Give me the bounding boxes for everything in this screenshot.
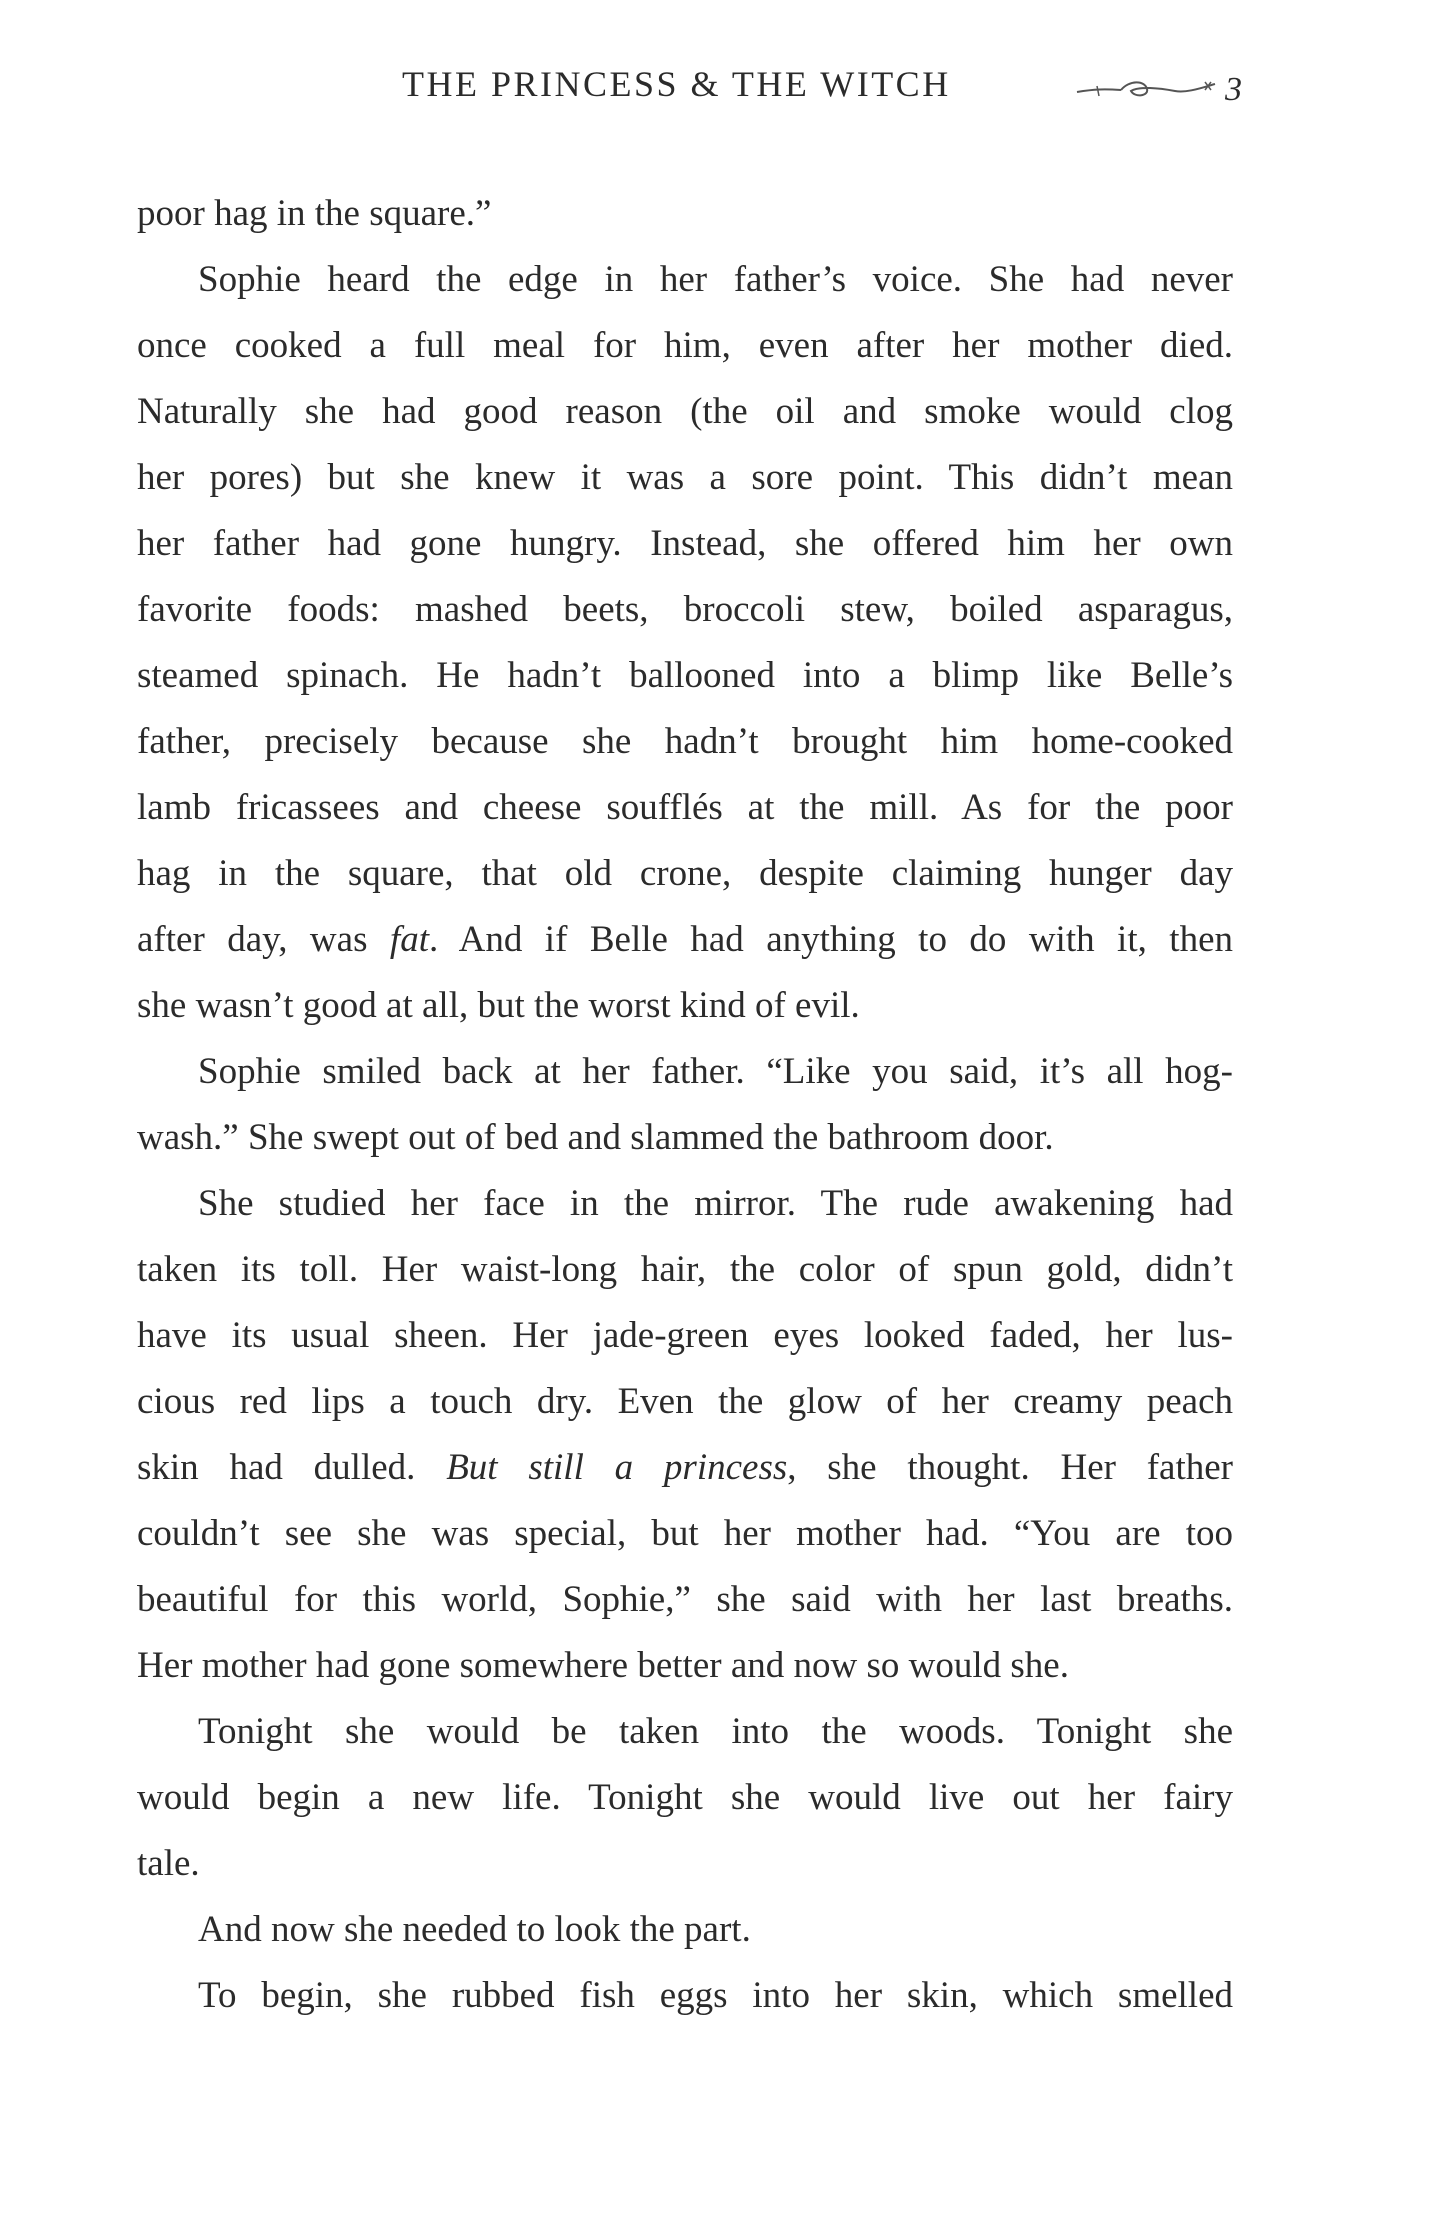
text-line: she wasn’t good at all, but the worst kind of evil. xyxy=(137,985,860,1026)
italic-text-run: But still a princess xyxy=(446,1447,788,1488)
text-run: . And if Belle had anything to do with it, then xyxy=(428,919,1234,960)
text-line: wash.” She swept out of bed and slammed the bathroom door. xyxy=(137,1117,1054,1158)
text-line: favorite foods: mashed beets, broccoli stew, boiled asparagus, xyxy=(137,589,1233,630)
text-line: couldn’t see she was special, but her mother had. “You are too xyxy=(137,1513,1233,1554)
flourish-ornament-icon xyxy=(1075,76,1225,106)
text-line: She studied her face in the mirror. The rude awakening had xyxy=(198,1183,1233,1224)
text-line: her pores) but she knew it was a sore point. This didn’t mean xyxy=(137,457,1233,498)
text-line xyxy=(137,907,1233,973)
text-run: after day, was xyxy=(137,919,390,960)
text-line: And now she needed to look the part. xyxy=(198,1909,751,1950)
text-run: , she thought. Her father xyxy=(787,1447,1233,1488)
text-line: hag in the square, that old crone, despite claiming hunger day xyxy=(137,853,1233,894)
page-number: 3 xyxy=(1225,71,1242,108)
text-line: Naturally she had good reason (the oil and smoke would clog xyxy=(137,391,1233,432)
text-line: poor hag in the square.” xyxy=(137,193,492,234)
text-line: would begin a new life. Tonight she would live out her fairy xyxy=(137,1777,1233,1818)
text-line: Sophie heard the edge in her father’s voice. She had never xyxy=(198,259,1233,300)
text-line: Sophie smiled back at her father. “Like you said, it’s all hog- xyxy=(198,1051,1233,1092)
text-line: cious red lips a touch dry. Even the glow of her creamy peach xyxy=(137,1381,1233,1422)
text-line: Tonight she would be taken into the woods. Tonight she xyxy=(198,1711,1233,1752)
text-line: beautiful for this world, Sophie,” she said with her last breaths. xyxy=(137,1579,1233,1620)
body-text xyxy=(137,181,1233,2029)
text-line: father, precisely because she hadn’t brought him home-cooked xyxy=(137,721,1233,762)
running-head xyxy=(0,62,1450,112)
running-title: THE PRINCESS & THE WITCH xyxy=(402,64,951,104)
page-number-group xyxy=(1075,70,1245,110)
text-line: tale. xyxy=(137,1843,200,1884)
text-line: taken its toll. Her waist-long hair, the color of spun gold, didn’t xyxy=(137,1249,1233,1290)
italic-text-run: fat xyxy=(389,919,429,960)
text-line: To begin, she rubbed fish eggs into her skin, which smelled xyxy=(198,1975,1233,2016)
text-line: steamed spinach. He hadn’t ballooned into a blimp like Belle’s xyxy=(137,655,1233,696)
text-line: her father had gone hungry. Instead, she offered him her own xyxy=(137,523,1233,564)
text-line: once cooked a full meal for him, even after her mother died. xyxy=(137,325,1233,366)
text-run: skin had dulled. xyxy=(137,1447,447,1488)
text-line: Her mother had gone somewhere better and now so would she. xyxy=(137,1645,1069,1686)
text-line xyxy=(137,1435,1233,1501)
text-line: lamb fricassees and cheese soufflés at the mill. As for the poor xyxy=(137,787,1233,828)
text-line: have its usual sheen. Her jade-green eyes looked faded, her lus- xyxy=(137,1315,1233,1356)
